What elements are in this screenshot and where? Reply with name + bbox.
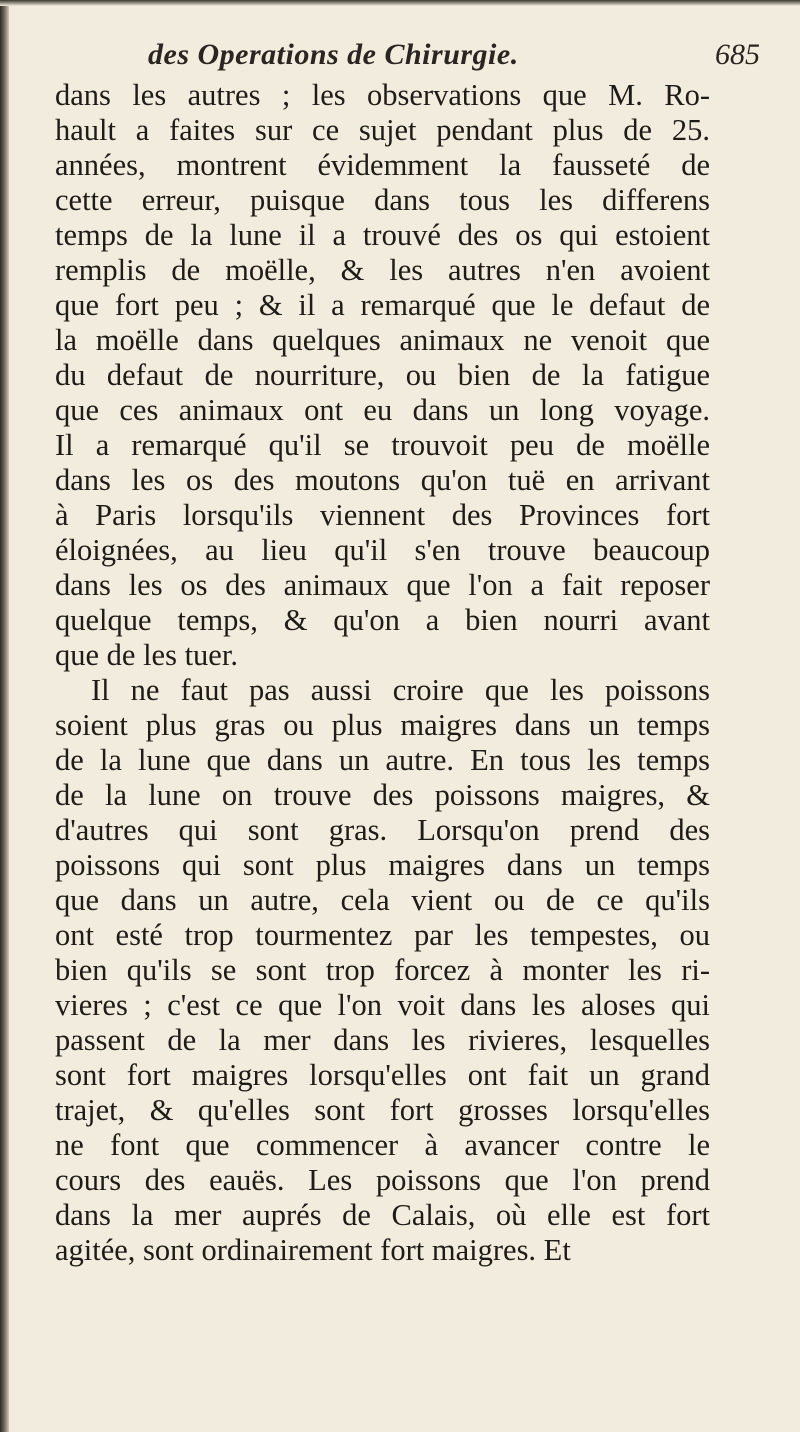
text-line: agitée, sont ordinairement fort maigres. Et (55, 1233, 571, 1267)
page-top-edge (0, 0, 800, 6)
text-line: que dans un autre, cela vient ou de ce qu'ils (55, 883, 710, 917)
page-header (60, 38, 760, 78)
text-line: dans les os des moutons qu'on tuë en arrivant (55, 463, 710, 497)
text-line: d'autres qui sont gras. Lorsqu'on prend des (55, 813, 710, 847)
text-line: vieres ; c'est ce que l'on voit dans les aloses qui (55, 988, 710, 1022)
text-line: que fort peu ; & il a remarqué que le defaut de (55, 288, 710, 322)
text-line: la moëlle dans quelques animaux ne venoit que (55, 323, 710, 357)
running-title: des Operations de Chirurgie. (148, 38, 519, 71)
text-line: trajet, & qu'elles sont fort grosses lorsqu'elles (55, 1093, 710, 1127)
text-line: ont esté trop tourmentez par les tempestes, ou (55, 918, 710, 952)
text-line: ne font que commencer à avancer contre le (55, 1128, 710, 1162)
text-line: hault a faites sur ce sujet pendant plus de 25. (55, 113, 710, 147)
paragraph-start-line: Il ne faut pas aussi croire que les poissons (91, 673, 710, 707)
text-line: cette erreur, puisque dans tous les differens (55, 183, 710, 217)
text-line: dans les autres ; les observations que M. Ro- (55, 78, 710, 112)
text-line: années, montrent évidemment la fausseté de (55, 148, 710, 182)
text-line: sont fort maigres lorsqu'elles ont fait un grand (55, 1058, 710, 1092)
text-line: du defaut de nourriture, ou bien de la fatigue (55, 358, 710, 392)
paragraph-end-line: que de les tuer. (55, 638, 238, 672)
text-line: que ces animaux ont eu dans un long voyage. (55, 393, 710, 427)
text-line: remplis de moëlle, & les autres n'en avoient (55, 253, 710, 287)
text-line: de la lune on trouve des poissons maigres, & (55, 778, 710, 812)
text-line: passent de la mer dans les rivieres, lesquelles (55, 1023, 710, 1057)
text-line: Il a remarqué qu'il se trouvoit peu de moëlle (55, 428, 710, 462)
binding-edge (0, 0, 9, 1432)
text-line: poissons qui sont plus maigres dans un temps (55, 848, 710, 882)
text-line: dans les os des animaux que l'on a fait reposer (55, 568, 710, 602)
text-line: quelque temps, & qu'on a bien nourri avant (55, 603, 710, 637)
text-line: dans la mer auprés de Calais, où elle est fort (55, 1198, 710, 1232)
body-text (55, 78, 710, 1268)
text-line: temps de la lune il a trouvé des os qui estoient (55, 218, 710, 252)
text-line: bien qu'ils se sont trop forcez à monter les ri- (55, 953, 710, 987)
text-line: à Paris lorsqu'ils viennent des Provinces fort (55, 498, 710, 532)
page-number: 685 (715, 38, 760, 71)
text-line: cours des eauës. Les poissons que l'on prend (55, 1163, 710, 1197)
text-line: de la lune que dans un autre. En tous les temps (55, 743, 710, 777)
text-line: soient plus gras ou plus maigres dans un temps (55, 708, 710, 742)
text-line: éloignées, au lieu qu'il s'en trouve beaucoup (55, 533, 710, 567)
